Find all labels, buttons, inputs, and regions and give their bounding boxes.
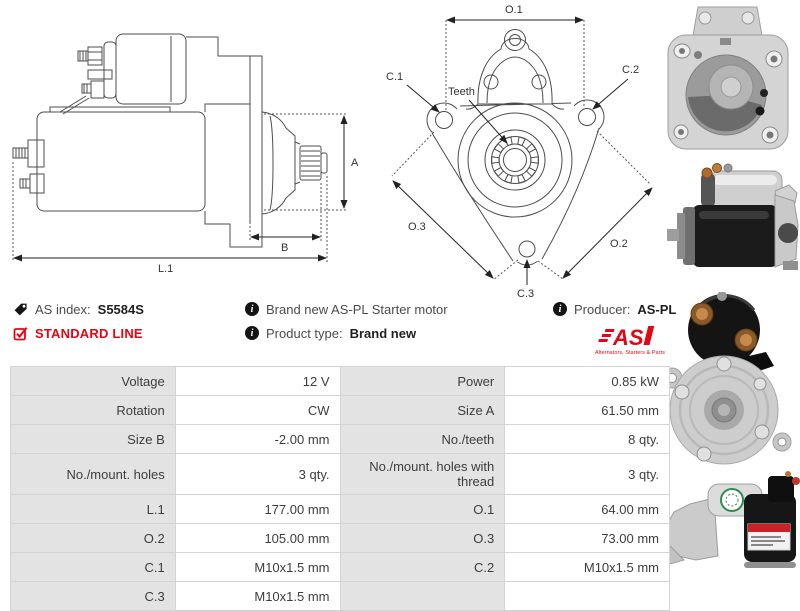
dim-c3-label: C.3 — [517, 288, 535, 300]
table-row — [11, 524, 670, 553]
spec-label: C.1 — [11, 553, 176, 582]
dim-o2-label: O.2 — [610, 238, 628, 250]
construction-lines — [13, 114, 348, 262]
product-info-band — [0, 301, 680, 363]
spec-label: Power — [340, 367, 505, 396]
dim-o1-label: O.1 — [505, 4, 523, 16]
info-icon: i — [245, 302, 259, 316]
front-face-photo-graphic — [660, 5, 795, 157]
spec-label: O.1 — [340, 495, 505, 524]
producer-label: Producer: — [574, 301, 631, 317]
table-row — [11, 582, 670, 611]
dim-a-label: A — [351, 157, 359, 169]
spec-value: 3 qty. — [505, 454, 670, 495]
spec-label: O.2 — [11, 524, 176, 553]
table-row — [11, 396, 670, 425]
as-index-row — [12, 301, 144, 317]
spec-label: No./teeth — [340, 425, 505, 454]
spec-label — [340, 582, 505, 611]
side-photo-graphic — [655, 163, 800, 288]
dim-o3-label: O.3 — [408, 221, 426, 233]
description-column — [245, 301, 448, 349]
front-view-technical-drawing — [372, 0, 660, 300]
as-index-label: AS index: — [35, 301, 91, 317]
spec-value: CW — [175, 396, 340, 425]
dim-b-label: B — [281, 242, 289, 254]
index-column — [12, 301, 144, 349]
spec-value: -2.00 mm — [175, 425, 340, 454]
spec-label: C.2 — [340, 553, 505, 582]
spec-label: L.1 — [11, 495, 176, 524]
info-icon: i — [553, 302, 567, 316]
logo-subtext: Alternators, Starters & Parts — [595, 350, 666, 356]
producer-value: AS-PL — [637, 301, 677, 317]
product-photo-front-face[interactable] — [660, 5, 795, 157]
spec-label: Size A — [340, 396, 505, 425]
table-row — [11, 454, 670, 495]
product-type-value: Brand new — [349, 325, 417, 341]
side-view-technical-drawing — [0, 0, 370, 298]
spec-label: Rotation — [11, 396, 176, 425]
product-note-row — [245, 301, 448, 317]
dim-c1-label: C.1 — [386, 71, 404, 83]
standard-line-label: STANDARD LINE — [35, 325, 143, 341]
dim-l1-label: L.1 — [158, 263, 174, 275]
spec-value: 61.50 mm — [505, 396, 670, 425]
spec-label: Voltage — [11, 367, 176, 396]
starter-side-outline — [13, 34, 327, 247]
mount-plate-fill — [432, 103, 599, 262]
spec-table — [10, 366, 670, 611]
table-row — [11, 425, 670, 454]
product-note: Brand new AS-PL Starter motor — [266, 301, 448, 317]
product-photo-rear[interactable] — [662, 292, 798, 466]
spec-value — [505, 582, 670, 611]
spec-value: 177.00 mm — [175, 495, 340, 524]
product-type-label: Product type: — [266, 325, 343, 341]
spec-label: O.3 — [340, 524, 505, 553]
spec-label: C.3 — [11, 582, 176, 611]
spec-value: 8 qty. — [505, 425, 670, 454]
as-pl-logo — [593, 323, 676, 360]
spec-value: 64.00 mm — [505, 495, 670, 524]
spec-value: 12 V — [175, 367, 340, 396]
dim-c2-label: C.2 — [622, 64, 640, 76]
teeth-label: Teeth — [448, 86, 475, 98]
spec-value: M10x1.5 mm — [505, 553, 670, 582]
table-row — [11, 367, 670, 396]
standard-line-row — [12, 325, 144, 341]
spec-value: M10x1.5 mm — [175, 582, 340, 611]
table-row — [11, 553, 670, 582]
rear-photo-graphic — [662, 292, 798, 466]
spec-label: Size B — [11, 425, 176, 454]
spec-value: 0.85 kW — [505, 367, 670, 396]
product-photo-labeled[interactable] — [660, 468, 800, 573]
bell-housing — [478, 39, 552, 105]
producer-column — [553, 301, 676, 360]
spec-value: 73.00 mm — [505, 524, 670, 553]
spec-label: No./mount. holes — [11, 454, 176, 495]
logo-text: AS — [613, 325, 644, 350]
info-icon: i — [245, 326, 259, 340]
labeled-photo-graphic — [660, 468, 800, 573]
spec-label: No./mount. holes with thread — [340, 454, 505, 495]
table-row — [11, 495, 670, 524]
standard-line-check-icon — [12, 325, 28, 341]
producer-row — [553, 301, 676, 317]
product-type-row — [245, 325, 448, 341]
as-index-value: S5584S — [97, 301, 144, 317]
tag-icon — [12, 301, 28, 317]
spec-value: 3 qty. — [175, 454, 340, 495]
spec-value: M10x1.5 mm — [175, 553, 340, 582]
spec-value: 105.00 mm — [175, 524, 340, 553]
product-photo-side[interactable] — [655, 163, 800, 288]
